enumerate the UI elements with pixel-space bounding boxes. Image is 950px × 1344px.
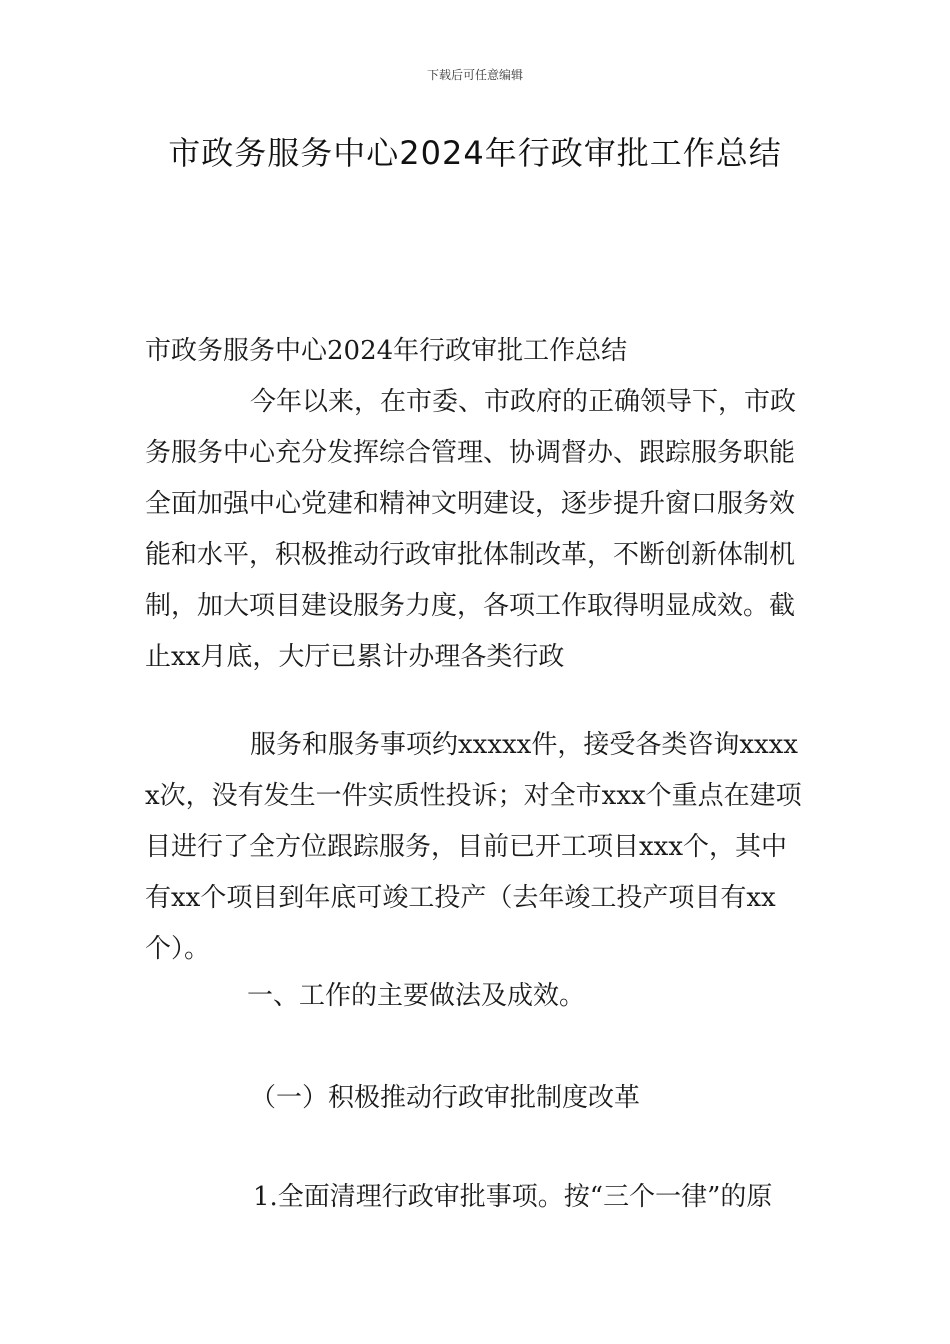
- header-note: 下载后可任意编辑: [426, 68, 523, 82]
- paragraph-statistics: 服务和服务事项约xxxxx件，接受各类咨询xxxxx次，没有发生一件实质性投诉；对全市xxx个重点在建项目进行了全方位跟踪服务，目前已开工项目xxx个，其中有xx个项目到年底可竣工投产（去年竣工投产项目有xx个）。: [145, 730, 802, 964]
- subsection-heading: （一）积极推动行政审批制度改革: [250, 1083, 641, 1113]
- list-item: 1.全面清理行政审批事项。按“三个一律”的原: [253, 1182, 773, 1212]
- document-subtitle: 市政务服务中心2024年行政审批工作总结: [145, 336, 628, 366]
- paragraph-intro: 今年以来，在市委、市政府的正确领导下，市政务服务中心充分发挥综合管理、协调督办、跟踪服务职能全面加强中心党建和精神文明建设，逐步提升窗口服务效能和水平，积极推动行政审批体制改革，不断创新体制机制，加大项目建设服务力度，各项工作取得明显成效。截止xx月底，大厅已累计办理各类行政: [145, 387, 797, 672]
- document-title: 市政务服务中心2024年行政审批工作总结: [168, 134, 782, 172]
- section-heading: 一、工作的主要做法及成效。: [247, 981, 586, 1011]
